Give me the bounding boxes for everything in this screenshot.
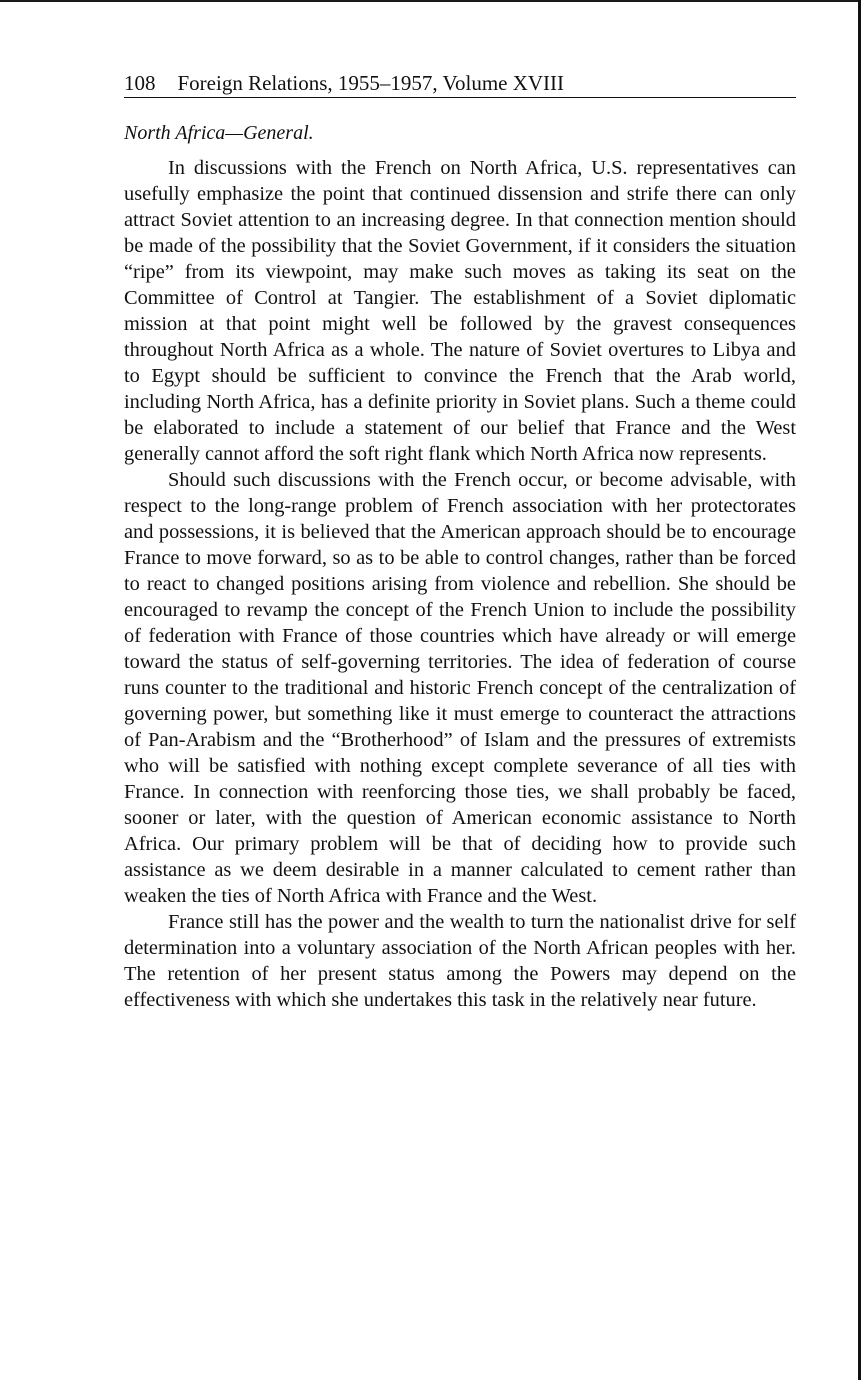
paragraph: In discussions with the French on North Africa, U.S. representatives can usefully emphasize the point that continued dissension and strife there can only attract Soviet attention to an increasing degree. In that connection mention should be made of the possibility that the Soviet Government, if it considers the situation “ripe” from its viewpoint, may make such moves as taking its seat on the Committee of Control at Tangier. The establishment of a Soviet diplomatic mission at that point might well be followed by the gravest consequences throughout North Africa as a whole. The nature of Soviet overtures to Libya and to Egypt should be sufficient to convince the French that the Arab world, including North Africa, has a definite priority in Soviet plans. Such a theme could be elaborated to include a statement of our belief that France and the West generally cannot afford the soft right flank which North Africa now represents. xyxy=(124,157,796,465)
document-page xyxy=(124,70,796,1013)
page-number: 108 xyxy=(124,71,156,95)
section-heading: North Africa—General. xyxy=(124,122,314,144)
running-header xyxy=(124,70,796,98)
body-text xyxy=(124,155,796,1013)
paragraph: Should such discussions with the French occur, or become advisable, with respect to the long-range problem of French association with her protectorates and possessions, it is believed that the American approach should be to encourage France to move forward, so as to be able to control changes, rather than be forced to react to changed positions arising from violence and rebellion. She should be encouraged to revamp the concept of the French Union to include the possibility of federation with France of those countries which have already or will emerge toward the status of self-governing territories. The idea of federation of course runs counter to the traditional and historic French concept of the centralization of governing power, but something like it must emerge to counteract the attractions of Pan-Arabism and the “Brotherhood” of Islam and the pressures of extremists who will be satisfied with nothing except complete severance of all ties with France. In connection with reenforcing those ties, we shall probably be faced, sooner or later, with the question of American economic assistance to North Africa. Our primary problem will be that of deciding how to provide such assistance as we deem desirable in a manner calculated to cement rather than weaken the ties of North Africa with France and the West. xyxy=(124,469,796,907)
scan-edge-top xyxy=(0,0,861,2)
paragraph: France still has the power and the wealth to turn the nationalist drive for self determination into a voluntary association of the North African peoples with her. The retention of her present status among the Powers may depend on the effectiveness with which she undertakes this task in the relatively near future. xyxy=(124,911,796,1011)
running-title: Foreign Relations, 1955–1957, Volume XVIII xyxy=(177,71,565,95)
